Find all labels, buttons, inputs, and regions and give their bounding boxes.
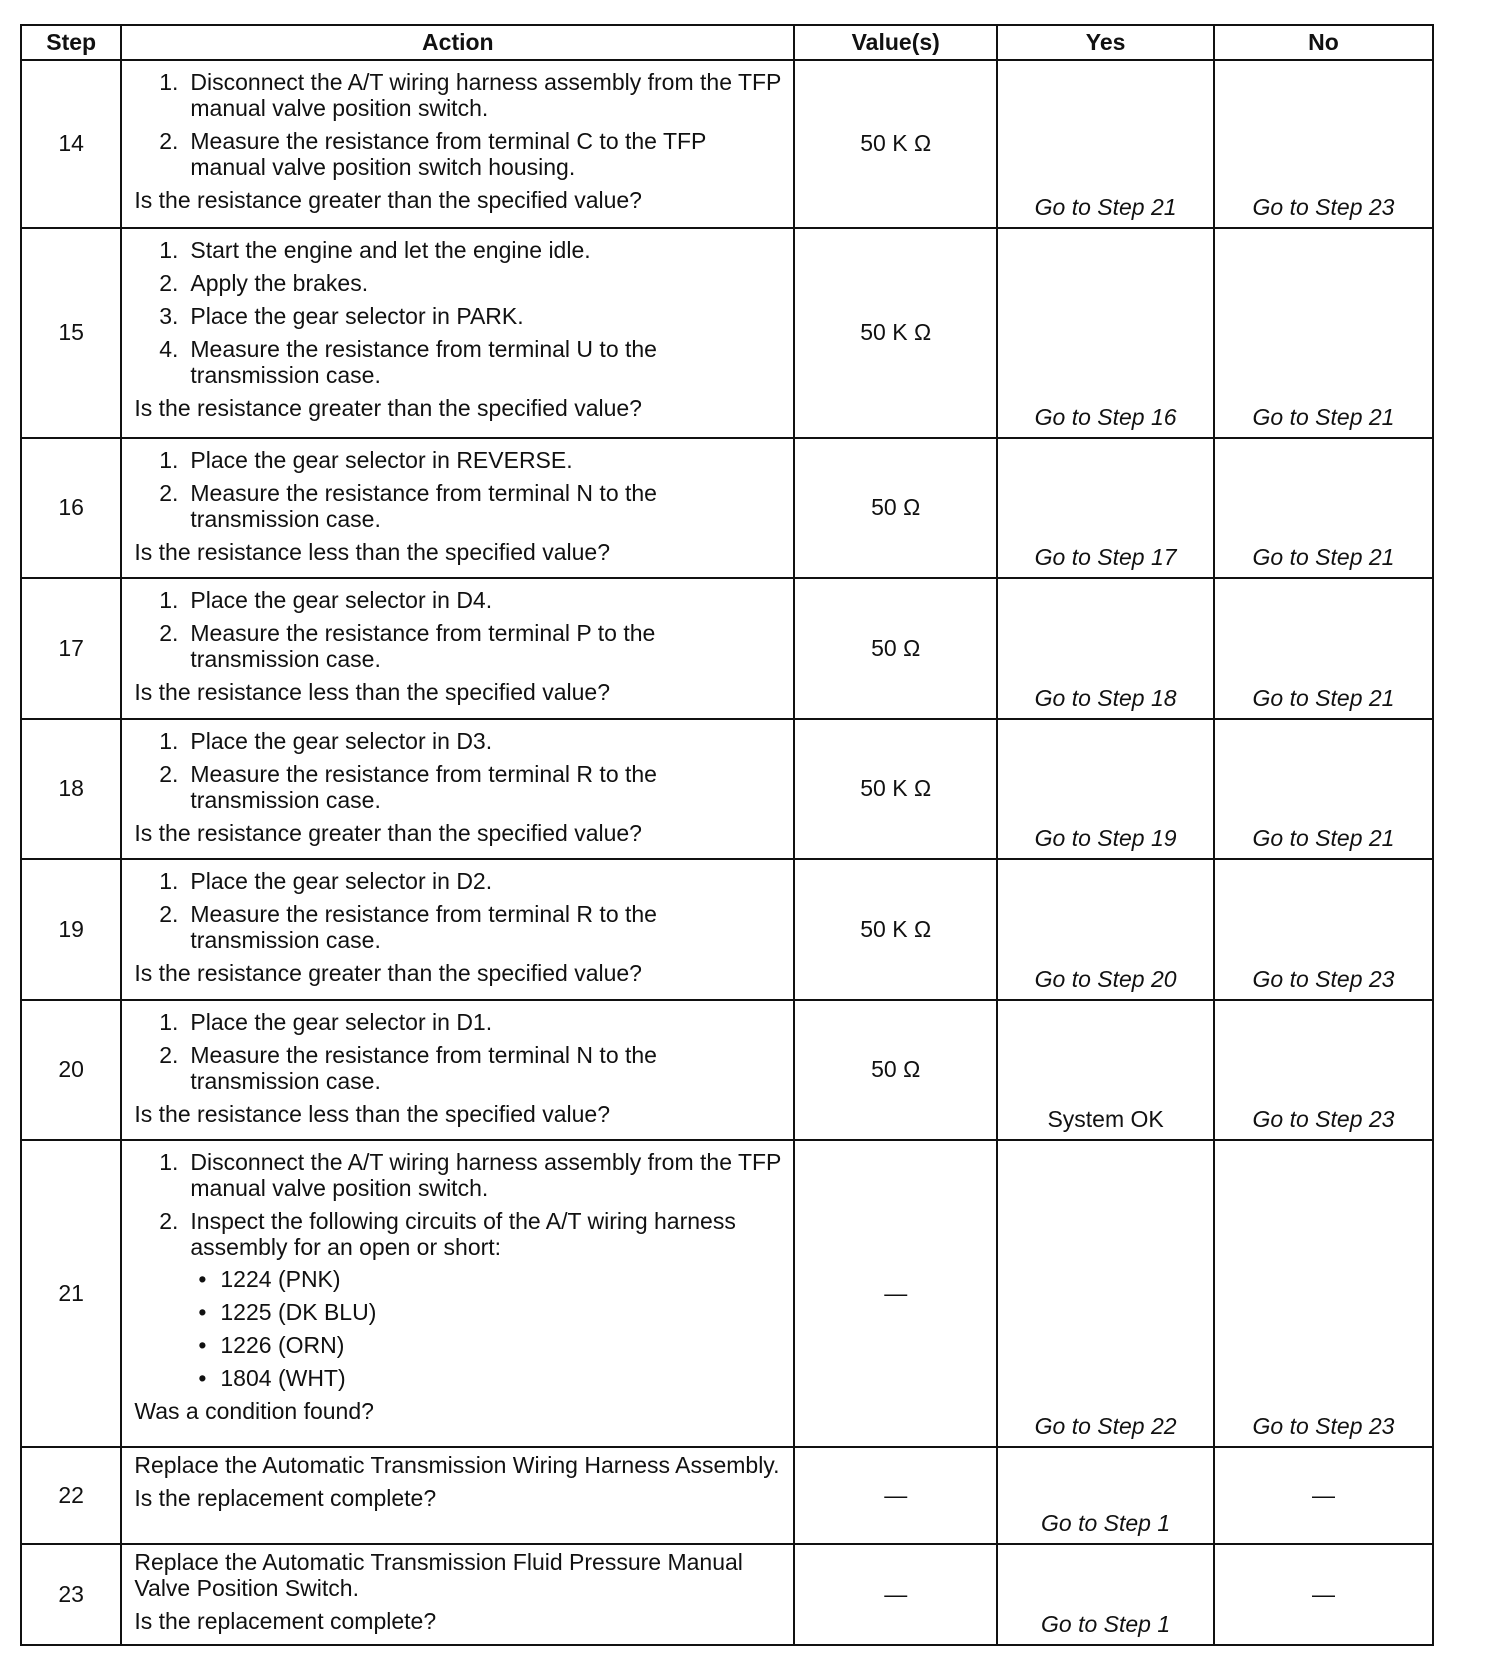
table-row — [21, 60, 1433, 228]
action-item: 2. Measure the resistance from terminal N to the transmission case. — [159, 1041, 657, 1094]
action-item: 1. Place the gear selector in D3. — [159, 727, 493, 754]
step-number: 16 — [21, 438, 121, 578]
action-item: 1. Start the engine and let the engine idle. — [159, 236, 591, 263]
yes-result: Go to Step 22 — [997, 1140, 1214, 1447]
circuit-bullet: • 1226 (ORN) — [198, 1331, 345, 1358]
action-item: 2. Measure the resistance from terminal R to the transmission case. — [159, 760, 657, 813]
value-cell: 50 K Ω — [794, 719, 997, 859]
action-item: 1. Disconnect the A/T wiring harness assembly from the TFP manual valve position switch. — [159, 69, 781, 121]
step-number: 21 — [21, 1140, 121, 1447]
step-number: 14 — [21, 60, 121, 228]
action-item: 2. Measure the resistance from terminal R to the transmission case. — [159, 900, 657, 953]
table-row — [21, 1544, 1433, 1645]
value-cell: 50 K Ω — [794, 859, 997, 1000]
step-number: 18 — [21, 719, 121, 859]
action-cell — [121, 1000, 794, 1140]
no-result: Go to Step 23 — [1214, 60, 1433, 228]
action-cell — [121, 719, 794, 859]
header-no: No — [1214, 25, 1433, 60]
yes-result: Go to Step 1 — [997, 1544, 1214, 1645]
action-item: 1. Disconnect the A/T wiring harness assembly from the TFP manual valve position switch. — [159, 1148, 781, 1201]
step-number: 23 — [21, 1544, 121, 1645]
action-item: 2. Measure the resistance from terminal N to the transmission case. — [159, 479, 657, 532]
action-cell — [121, 578, 794, 719]
step-number: 19 — [21, 859, 121, 1000]
action-cell — [121, 1544, 794, 1645]
no-result: Go to Step 23 — [1214, 1000, 1433, 1140]
action-question: Is the resistance greater than the specified value? — [134, 959, 642, 986]
header-step: Step — [21, 25, 121, 60]
table-row — [21, 1000, 1433, 1140]
action-question: Is the resistance less than the specified value? — [134, 678, 611, 705]
no-result: Go to Step 21 — [1214, 578, 1433, 719]
value-cell: 50 Ω — [794, 1000, 997, 1140]
value-cell: — — [794, 1544, 997, 1645]
no-result: — — [1214, 1447, 1433, 1545]
action-cell — [121, 859, 794, 1000]
table-row — [21, 1140, 1433, 1447]
table-row — [21, 438, 1433, 578]
header-yes: Yes — [997, 25, 1214, 60]
value-cell: — — [794, 1447, 997, 1545]
action-item: 2. Inspect the following circuits of the A/T wiring harness assembly for an open or short: — [159, 1207, 736, 1260]
no-result: Go to Step 23 — [1214, 859, 1433, 1000]
value-cell: — — [794, 1140, 997, 1447]
action-item: 2. Apply the brakes. — [159, 269, 369, 296]
step-number: 17 — [21, 578, 121, 719]
circuit-bullet: • 1224 (PNK) — [198, 1265, 341, 1292]
value-cell: 50 Ω — [794, 578, 997, 719]
no-result: Go to Step 23 — [1214, 1140, 1433, 1447]
value-cell: 50 K Ω — [794, 60, 997, 228]
yes-result: Go to Step 18 — [997, 578, 1214, 719]
action-text: Replace the Automatic Transmission Fluid Pressure Manual Valve Position Switch. — [134, 1549, 743, 1602]
yes-result: Go to Step 21 — [997, 60, 1214, 228]
action-text: Replace the Automatic Transmission Wiring Harness Assembly. — [134, 1451, 780, 1478]
action-item: 4. Measure the resistance from terminal U to the transmission case. — [159, 335, 657, 388]
action-question: Is the replacement complete? — [134, 1608, 437, 1635]
action-item: 1. Place the gear selector in D4. — [159, 586, 493, 613]
action-question: Is the resistance greater than the specified value? — [134, 394, 642, 421]
action-cell — [121, 438, 794, 578]
no-result: Go to Step 21 — [1214, 228, 1433, 438]
step-number: 22 — [21, 1447, 121, 1545]
action-cell — [121, 1447, 794, 1545]
circuit-bullet: • 1804 (WHT) — [198, 1364, 346, 1391]
action-cell — [121, 1140, 794, 1447]
action-question: Is the replacement complete? — [134, 1484, 437, 1511]
action-cell — [121, 60, 794, 228]
yes-result: Go to Step 20 — [997, 859, 1214, 1000]
header-row — [21, 25, 1433, 60]
yes-result: Go to Step 1 — [997, 1447, 1214, 1545]
action-question: Was a condition found? — [134, 1397, 374, 1424]
circuit-bullet: • 1225 (DK BLU) — [198, 1298, 377, 1325]
table-row — [21, 1447, 1433, 1545]
header-action: Action — [121, 25, 794, 60]
action-question: Is the resistance less than the specified value? — [134, 1100, 611, 1127]
value-cell: 50 Ω — [794, 438, 997, 578]
table-row — [21, 719, 1433, 859]
action-cell — [121, 228, 794, 438]
no-result: — — [1214, 1544, 1433, 1645]
action-item: 3. Place the gear selector in PARK. — [159, 302, 524, 329]
no-result: Go to Step 21 — [1214, 719, 1433, 859]
action-item: 1. Place the gear selector in D2. — [159, 867, 493, 894]
no-result: Go to Step 21 — [1214, 438, 1433, 578]
table-row — [21, 228, 1433, 438]
action-question: Is the resistance less than the specified value? — [134, 538, 611, 565]
action-item: 2. Measure the resistance from terminal P to the transmission case. — [159, 619, 656, 672]
yes-result: Go to Step 16 — [997, 228, 1214, 438]
yes-result: Go to Step 17 — [997, 438, 1214, 578]
header-values: Value(s) — [794, 25, 997, 60]
action-question: Is the resistance greater than the specified value? — [134, 187, 642, 213]
yes-result: System OK — [997, 1000, 1214, 1140]
step-number: 15 — [21, 228, 121, 438]
action-item: 1. Place the gear selector in D1. — [159, 1008, 493, 1035]
step-number: 20 — [21, 1000, 121, 1140]
value-cell: 50 K Ω — [794, 228, 997, 438]
yes-result: Go to Step 19 — [997, 719, 1214, 859]
action-question: Is the resistance greater than the specified value? — [134, 819, 642, 846]
diagnostic-table — [20, 24, 1434, 1646]
table-row — [21, 859, 1433, 1000]
table-row — [21, 578, 1433, 719]
action-item: 1. Place the gear selector in REVERSE. — [159, 446, 573, 473]
action-item: 2. Measure the resistance from terminal C to the TFP manual valve position switch housing. — [159, 128, 706, 180]
